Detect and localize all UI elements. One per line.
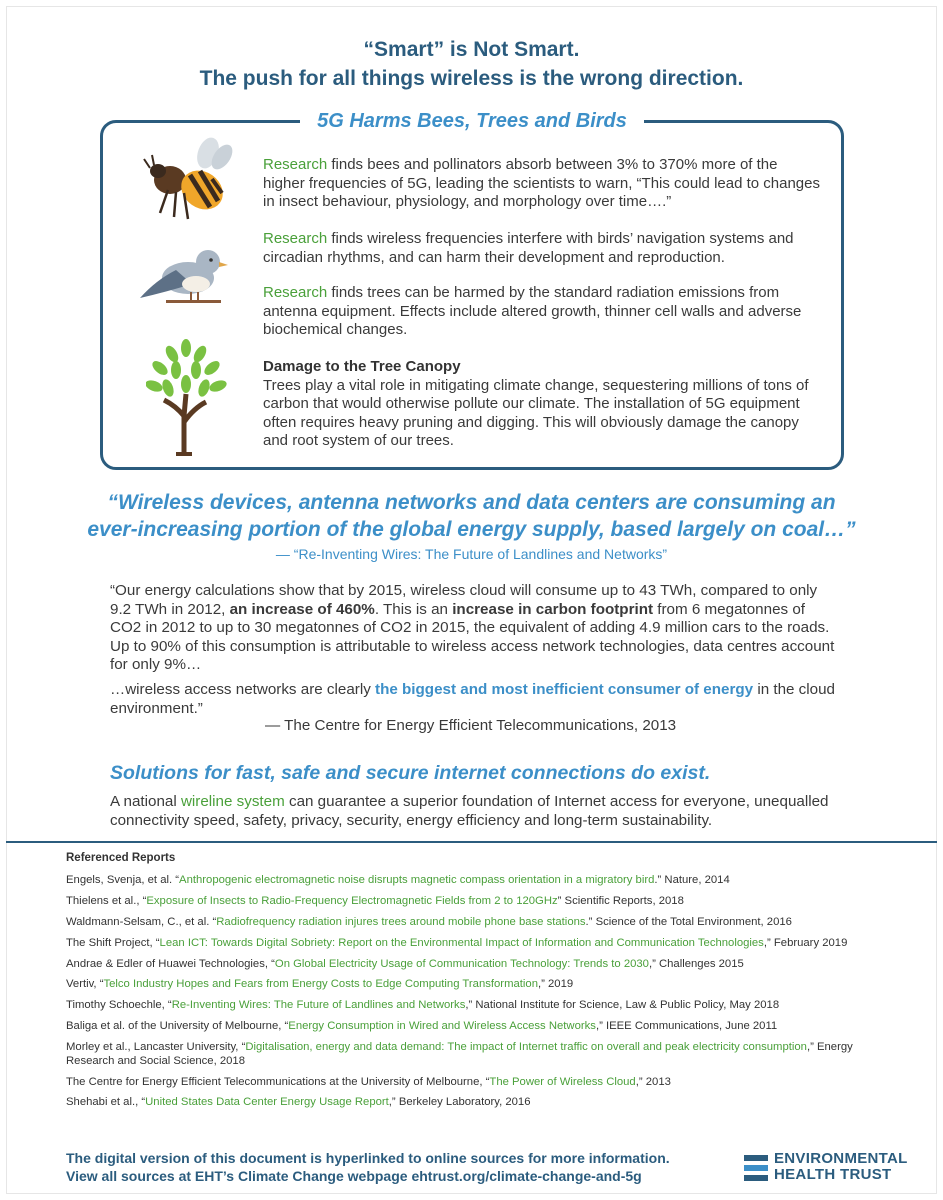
reference-item: Vertiv, “Telco Industry Hopes and Fears from Energy Costs to Edge Computing Transformation,” 2019 [66, 978, 574, 991]
bee-icon [140, 135, 240, 230]
research-link-trees[interactable]: Research [263, 284, 328, 301]
energy-quote-paragraph: “Our energy calculations show that by 2015, wireless cloud will consume up to 43 TWh, compared to only 9.2 TWh in 2012, an increase of 460%. This is an increase in carbon footprint from 6 megatonnes of CO2 in 2012 to up to 30 megatonnes of CO2 in 2015, the equivalent of adding 4.9 million cars to the roads. Up to 90% of this consumption is attributable to wireless access network technologies, data centres account for only 9%… [110, 582, 835, 673]
trees-research-text: Research finds trees can be harmed by the standard radiation emissions from antenna equipment. Effects include altered growth, thinner cell walls and adverse biochemical changes. [263, 284, 802, 338]
reference-item: Baliga et al. of the University of Melbourne, “Energy Consumption in Wired and Wireless Access Networks,” IEEE Communications, June 2011 [66, 1020, 778, 1033]
section-divider [6, 841, 937, 843]
footer-sources-link[interactable]: View all sources at EHT’s Climate Change webpage ehtrust.org/climate-change-and-5g [66, 1168, 642, 1184]
birds-research-text: Research finds wireless frequencies interfere with birds’ navigation systems and circadian rhythms, and can harm their development and reproduction. [263, 230, 794, 266]
reference-item: Shehabi et al., “United States Data Center Energy Usage Report,” Berkeley Laboratory, 2016 [66, 1096, 531, 1109]
reference-link[interactable]: On Global Electricity Usage of Communication Technology: Trends to 2030 [274, 957, 649, 970]
headline-line-1: “Smart” is Not Smart. [363, 38, 580, 61]
reference-link[interactable]: Digitalisation, energy and data demand: The impact of Internet traffic on overall and peak electricity consumption [245, 1041, 807, 1054]
references-list [66, 874, 886, 1117]
reference-link[interactable]: Radiofrequency radiation injures trees around mobile phone base stations [216, 915, 586, 928]
bees-research-text: Research finds bees and pollinators absorb between 3% to 370% more of the higher frequencies of 5G, leading the scientists to warn, “This could lead to changes in insect behaviour, physiology, and morphology over time….” [263, 156, 820, 210]
references-title: Referenced Reports [66, 852, 176, 864]
reference-item: Morley et al., Lancaster University, “Digitalisation, energy and data demand: The impact of Internet traffic on overall and peak electricity consumption,” Energy Research and Social Science, 2018 [66, 1041, 853, 1067]
reference-link[interactable]: Telco Industry Hopes and Fears from Energy Costs to Edge Computing Transformation [103, 978, 538, 991]
solutions-text: A national wireline system can guarantee a superior foundation of Internet access for everyone, unequalled connectivity speed, safety, privacy, security, energy efficiency and long-term sustainability. [110, 793, 829, 829]
research-link-birds[interactable]: Research [263, 230, 328, 247]
reference-link[interactable]: Anthropogenic electromagnetic noise disrupts magnetic compass orientation in a migratory bird [179, 874, 655, 886]
reference-item: Thielens et al., “Exposure of Insects to Radio-Frequency Electromagnetic Fields from 2 to 120GHz” Scientific Reports, 2018 [66, 894, 684, 907]
reference-item: The Shift Project, “Lean ICT: Towards Digital Sobriety: Report on the Environmental Impact of Information and Communication Technologies,” February 2019 [66, 936, 848, 949]
energy-quote-source: — The Centre for Energy Efficient Telecommunications, 2013 [265, 717, 677, 734]
reference-link[interactable]: Re-Inventing Wires: The Future of Landlines and Networks [171, 999, 466, 1012]
reference-item: Timothy Schoechle, “Re-Inventing Wires: The Future of Landlines and Networks,” National Institute for Science, Law & Public Policy, May 2018 [66, 999, 780, 1012]
card-title: 5G Harms Bees, Trees and Birds [300, 108, 644, 134]
headline-line-2: The push for all things wireless is the wrong direction. [199, 67, 744, 90]
reference-item: The Centre for Energy Efficient Telecommunications at the University of Melbourne, “The Power of Wireless Cloud,” 2013 [66, 1075, 671, 1088]
pull-quote-line-1: “Wireless devices, antenna networks and data centers are consuming an [107, 491, 836, 514]
footer-note: The digital version of this document is hyperlinked to online sources for more information. [66, 1150, 670, 1166]
reference-link[interactable]: Energy Consumption in Wired and Wireless Access Networks [288, 1020, 596, 1033]
eht-logo [744, 1151, 914, 1187]
reference-link[interactable]: United States Data Center Energy Usage Report [145, 1096, 389, 1109]
tree-canopy-text: Damage to the Tree Canopy Trees play a vital role in mitigating climate change, sequestering millions of tons of carbon that would otherwise pollute our climate. The installation of 5G equipment often requires heavy pruning and digging. This will obviously damage the canopy and root system of our trees. [263, 358, 823, 451]
reference-link[interactable]: The Power of Wireless Cloud [489, 1075, 636, 1088]
energy-quote-conclusion: …wireless access networks are clearly the biggest and most inefficient consumer of energy in the cloud environment.” [110, 681, 835, 717]
reference-item: Andrae & Edler of Huawei Technologies, “On Global Electricity Usage of Communication Technology: Trends to 2030,” Challenges 2015 [66, 957, 744, 970]
tree-canopy-heading: Damage to the Tree Canopy [263, 358, 461, 375]
wireline-system-link[interactable]: wireline system [180, 793, 285, 810]
reference-link[interactable]: Lean ICT: Towards Digital Sobriety: Report on the Environmental Impact of Information and Communication Technologies [159, 936, 764, 949]
bird-icon [136, 240, 231, 310]
solutions-heading: Solutions for fast, safe and secure internet connections do exist. [110, 762, 711, 784]
reference-item: Engels, Svenja, et al. “Anthropogenic electromagnetic noise disrupts magnetic compass orientation in a migratory bird.” Nature, 2014 [66, 874, 730, 886]
eht-logo-mark-icon [744, 1153, 770, 1183]
pull-quote-source: — “Re-Inventing Wires: The Future of Landlines and Networks” [275, 546, 668, 562]
reference-item: Waldmann-Selsam, C., et al. “Radiofrequency radiation injures trees around mobile phone base stations.” Science of the Total Environment, 2016 [66, 915, 792, 928]
tree-icon [146, 336, 228, 456]
pull-quote-line-2: ever-increasing portion of the global energy supply, based largely on coal…” [87, 518, 856, 541]
research-link-bees[interactable]: Research [263, 156, 328, 173]
eht-logo-text: ENVIRONMENTAL HEALTH TRUST [774, 1150, 908, 1183]
reference-link[interactable]: Exposure of Insects to Radio-Frequency Electromagnetic Fields from 2 to 120GHz [146, 894, 558, 907]
